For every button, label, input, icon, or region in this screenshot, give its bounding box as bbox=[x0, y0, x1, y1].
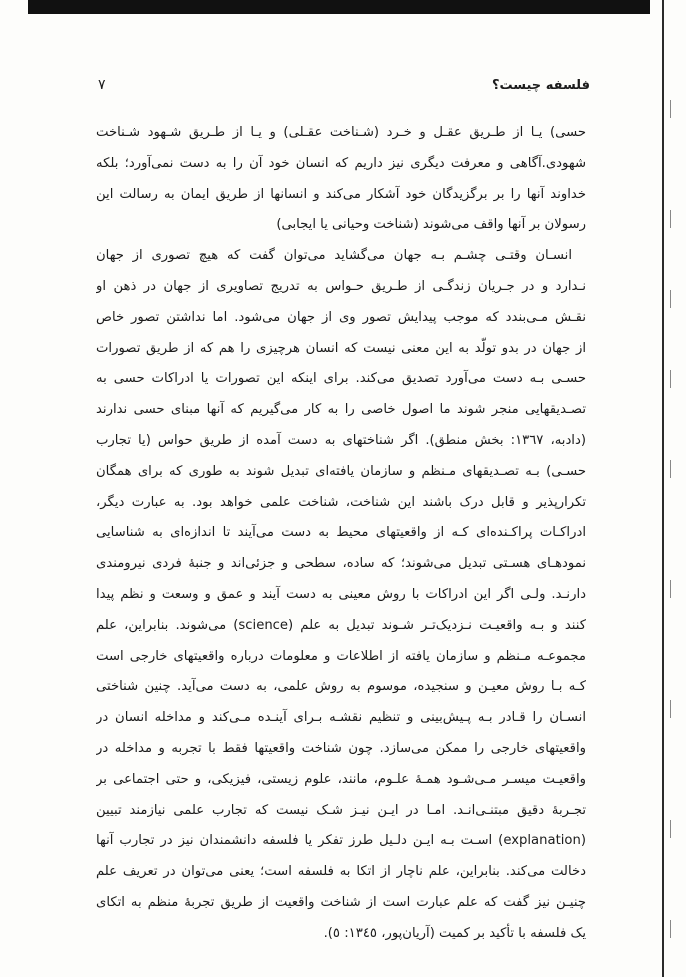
running-title: فلسفه چیست؟ bbox=[491, 77, 590, 93]
text-line: از جهان در بدو تولّد به این معنی نیست که انسان هرچیزی را هم که از طریق تصورات bbox=[96, 340, 586, 356]
text-line: مجموعـه مـنظم و سازمان یافته از اطلاعات و معلومات درباره واقعیتهای خارجی است bbox=[96, 648, 586, 664]
text-line: تجـربهٔ دقیق مبتنـی‌انـد. امـا در ایـن نیـز شـک نیست که تجارب علمی نیازمند تبیین bbox=[96, 802, 586, 818]
page-number: ٧ bbox=[98, 77, 106, 93]
margin-mark bbox=[670, 820, 677, 838]
text-line: دارنـد. ولـی اگر این ادراکات با روش معینی به دست آیند و عمق و وسعت و نظم پیدا bbox=[96, 586, 586, 602]
margin-mark bbox=[670, 370, 677, 388]
text-line: کـه بـا روش معیـن و سنجیده، موسوم به روش علمی، به دست می‌آید. چنین شناختی bbox=[96, 679, 586, 695]
text-line: کنند و بـه واقعیـت نـزدیک‌تـر شـوند تبدیل به علم (science) می‌شوند. بنابراین، علم bbox=[96, 617, 586, 633]
margin-mark bbox=[670, 460, 677, 478]
margin-mark bbox=[670, 920, 677, 938]
text-line: حسی) یـا از طـریق عقـل و خـرد (شـناخت عقـلی) و یـا از طـریق شـهود شـناخت bbox=[96, 125, 586, 140]
page-header bbox=[80, 72, 590, 98]
text-line: ادراکـات پراکـنده‌ای کـه از واقعیتهای محیط به دست می‌آیند تا اندازه‌ای به شناسایی bbox=[96, 525, 586, 541]
text-line: (دادبه، ١٣٦٧: بخش منطق). اگر شناختهای به دست آمده از طریق حواس (یا تجارب bbox=[96, 432, 586, 448]
margin-mark bbox=[670, 100, 677, 118]
paragraph-start-line: انسـان وقتـی چشـم بـه جهان می‌گشاید می‌توان گفت که هیچ تصوری از جهان bbox=[96, 248, 572, 264]
margin-mark bbox=[670, 210, 677, 228]
scan-top-edge bbox=[28, 0, 650, 14]
text-line: انسـان را قـادر بـه پـیش‌بینی و تنظیم نقشـه بـرای آینـده مـی‌کند و مداخله انسان در bbox=[96, 710, 586, 726]
text-line: نمودهـای هسـتی تبدیل می‌شوند؛ که ساده، سطحی و جزئی‌اند و جنبهٔ فردی نیرومندی bbox=[96, 556, 586, 572]
text-line: واقعیـت میسـر مـی‌شـود همـهٔ علـوم، مانند، علوم زیستی، فیزیکی، و حتی اجتماعی بر bbox=[96, 771, 586, 787]
body-text bbox=[96, 118, 586, 950]
text-line: دخالت می‌کند. بنابراین، علم ناچار از اتکا به فلسفه است؛ یعنی می‌توان در تعریف علم bbox=[96, 864, 586, 880]
page-edge-rule bbox=[662, 0, 664, 977]
text-line: واقعیتهای خارجی را ممکن می‌سازد. چون شناخت واقعیتها فقط با تجربه و مداخله در bbox=[96, 740, 586, 756]
text-line: تصـدیقهایی منجر شوند ما اصول خاصی را به کار می‌گیریم که آنها مبنای حسی ندارند bbox=[96, 402, 586, 418]
text-line: یک فلسفه با تأکید بر کمیت (آریان‌پور، ١٣٤٥: ٥). bbox=[323, 925, 586, 941]
text-line: رسولان بر آنها واقف می‌شوند (شناخت وحیانی یا ایجابی) bbox=[276, 217, 586, 233]
text-line: حسـی) بـه تصـدیقهای مـنظم و سازمان یافته‌ای تبدیل شوند به طوری که برای همگان bbox=[96, 463, 586, 479]
text-line: چنیـن نیز گفت که علم عبارت است از شناخت واقعیت از طریق تجربهٔ منظم به اتکای bbox=[96, 894, 586, 910]
text-line: (explanation) اسـت بـه ایـن دلـیل طرز تفکر یا فلسفه دانشمندان نیز در تجارب آنها bbox=[96, 833, 586, 849]
text-line: حسـی بـه دست می‌آورد تصدیق می‌کند. برای اینکه این تصورات یا ادراکات حسی به bbox=[96, 371, 586, 387]
margin-mark bbox=[670, 700, 677, 718]
text-line: نقـش مـی‌بندد که موجب پیدایش تصور وی از جهان می‌شود. اما نداشتن تصور خاص bbox=[96, 309, 586, 325]
text-line: شهودی.آگاهی و معرفت دیگری نیز داریم که انسان خود آن را به دست نمی‌آورد؛ بلکه bbox=[96, 155, 586, 171]
text-line: تکرارپذیر و قابل درک باشند این شناخت، شناخت علمی خواهد بود. به عبارت دیگر، bbox=[96, 494, 586, 510]
text-line: خداوند آنها را بر برگزیدگان خود آشکار می‌کند و انسانها از طریق ایمان به رسالت این bbox=[96, 186, 586, 202]
margin-mark bbox=[670, 580, 677, 598]
margin-mark bbox=[670, 290, 677, 308]
text-line: نـدارد و در جـریان زندگـی از طـریق حـواس به تدریج تصاویری از جهان در ذهن او bbox=[96, 278, 586, 294]
margin-marks bbox=[668, 60, 682, 960]
